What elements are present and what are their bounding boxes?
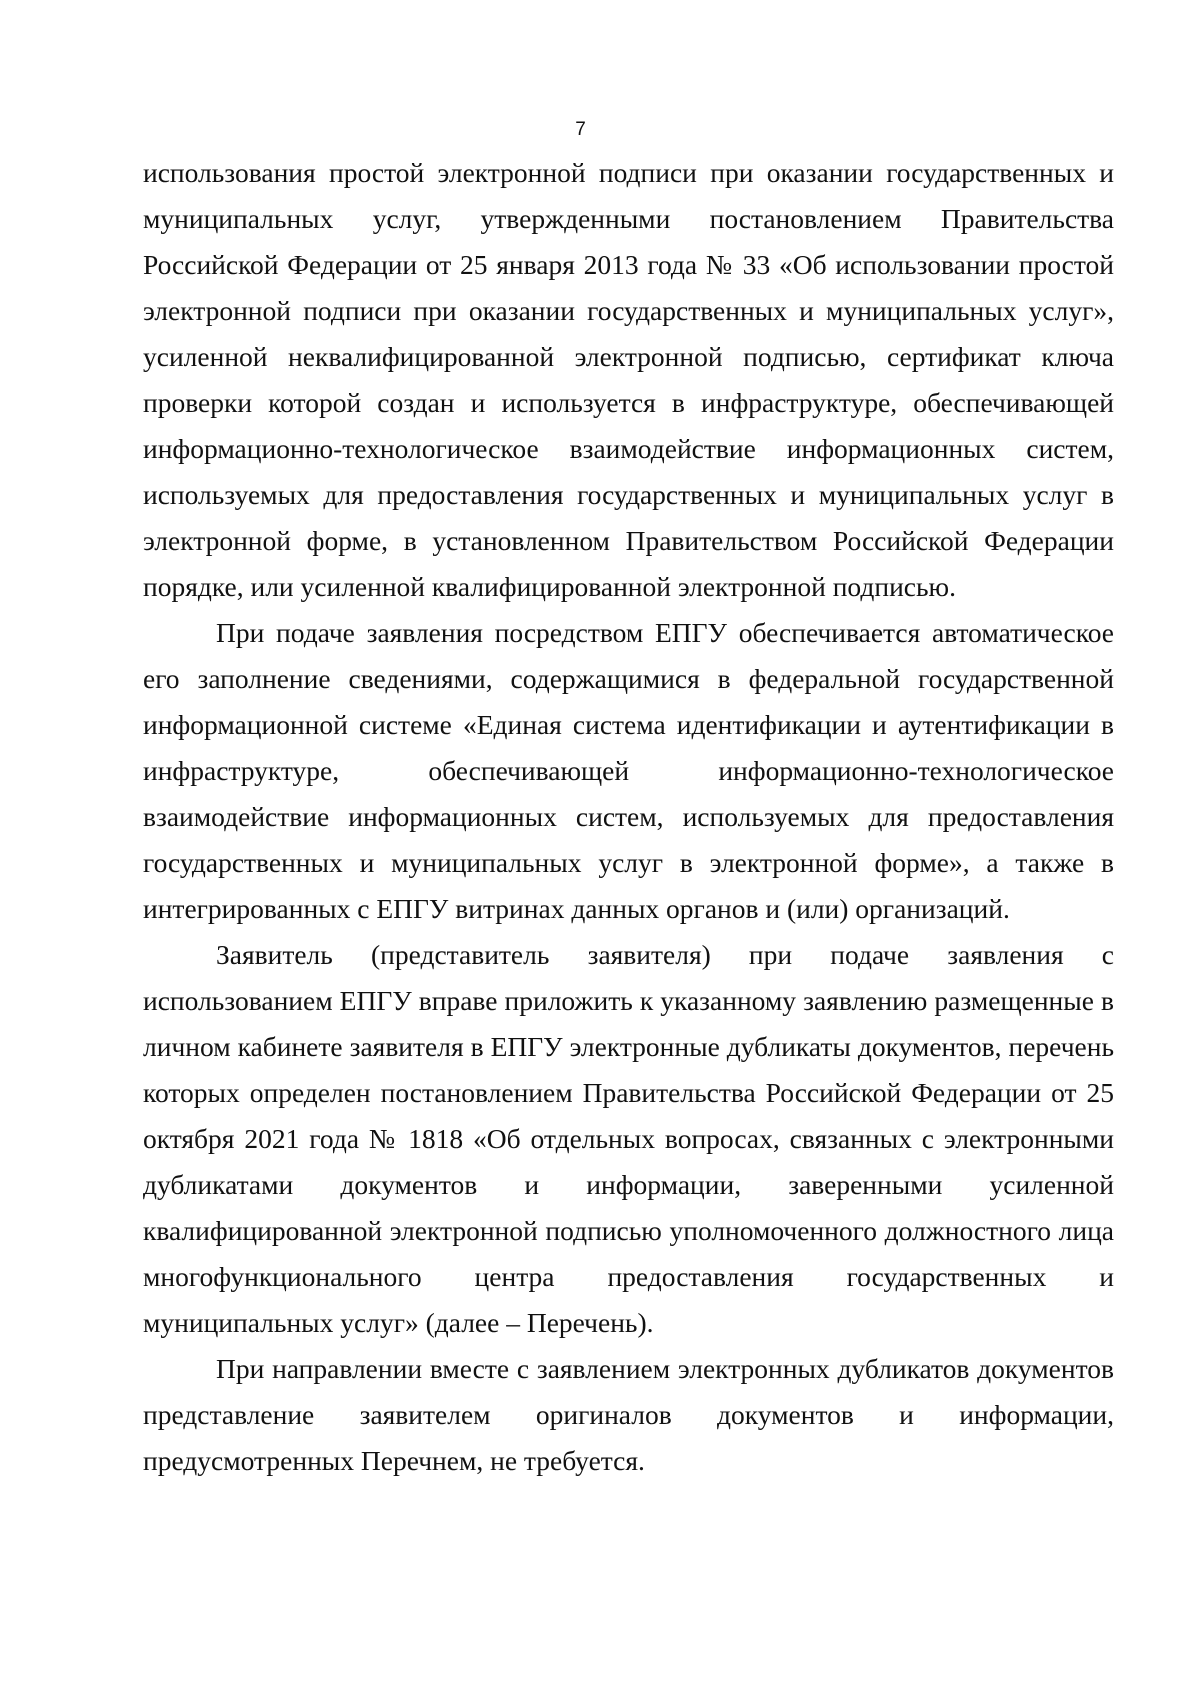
paragraph-2: При подаче заявления посредством ЕПГУ обеспечивается автоматическое его заполнение сведениями, содержащимися в федеральной государственной информационной системе «Единая система идентификации и аутентификации в инфраструктуре, обеспечивающей информационно-технологическое взаимодействие информационных систем, используемых для предоставления государственных и муниципальных услуг в электронной форме», а также в интегрированных с ЕПГУ витринах данных органов и (или) организаций. bbox=[143, 617, 1114, 924]
page-number: 7 bbox=[575, 119, 586, 140]
document-body bbox=[143, 150, 1114, 1484]
paragraph-4: При направлении вместе с заявлением электронных дубликатов документов представление заявителем оригиналов документов и информации, предусмотренных Перечнем, не требуется. bbox=[143, 1353, 1114, 1476]
paragraph-1-continuation: использования простой электронной подписи при оказании государственных и муниципальных услуг, утвержденными постановлением Правительства Российской Федерации от 25 января 2013 года № 33 «Об использовании простой электронной подписи при оказании государственных и муниципальных услуг», усиленной неквалифицированной электронной подписью, сертификат ключа проверки которой создан и используется в инфраструктуре, обеспечивающей информационно-технологическое взаимодействие информационных систем, используемых для предоставления государственных и муниципальных услуг в электронной форме, в установленном Правительством Российской Федерации порядке, или усиленной квалифицированной электронной подписью. bbox=[143, 157, 1114, 602]
paragraph-3: Заявитель (представитель заявителя) при подаче заявления с использованием ЕПГУ вправе приложить к указанному заявлению размещенные в личном кабинете заявителя в ЕПГУ электронные дубликаты документов, перечень которых определен постановлением Правительства Российской Федерации от 25 октября 2021 года № 1818 «Об отдельных вопросах, связанных с электронными дубликатами документов и информации, заверенными усиленной квалифицированной электронной подписью уполномоченного должностного лица многофункционального центра предоставления государственных и муниципальных услуг» (далее – Перечень). bbox=[143, 939, 1114, 1338]
